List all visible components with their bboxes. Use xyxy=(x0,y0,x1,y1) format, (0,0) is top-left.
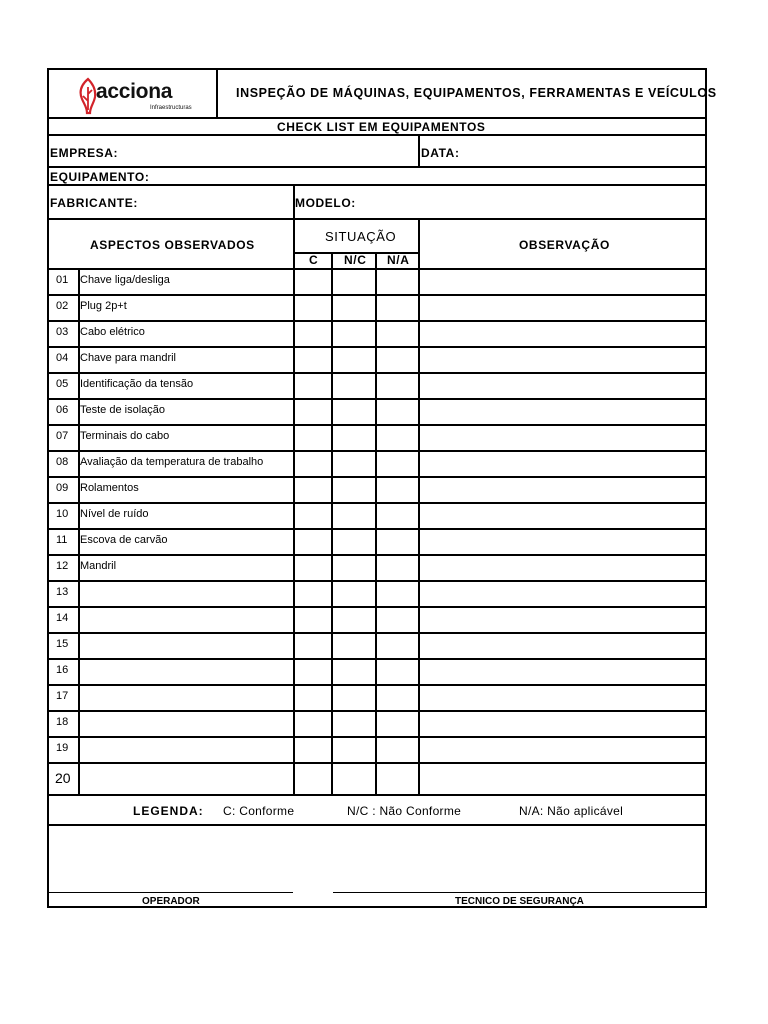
row-line xyxy=(49,710,705,712)
logo-divider xyxy=(216,70,218,117)
column-na-header: N/A xyxy=(387,253,410,267)
logo-subtitle: Infraestructuras xyxy=(150,105,192,111)
aspectos-header: ASPECTOS OBSERVADOS xyxy=(90,238,255,252)
row-line xyxy=(49,372,705,374)
row-number: 08 xyxy=(56,456,69,468)
row-aspect-text: Avaliação da temperatura de trabalho xyxy=(80,456,264,468)
row-number: 19 xyxy=(56,742,69,754)
row-line xyxy=(49,320,705,322)
row-number: 05 xyxy=(56,378,69,390)
row-aspect-text: Nível de ruído xyxy=(80,508,149,520)
grid-line xyxy=(49,166,705,168)
row-line xyxy=(49,346,705,348)
row-line xyxy=(49,684,705,686)
row-aspect-text: Escova de carvão xyxy=(80,534,168,546)
row-number: 12 xyxy=(56,560,69,572)
row-aspect-text: Rolamentos xyxy=(80,482,139,494)
row-number: 11 xyxy=(56,534,68,546)
row-aspect-text: Identificação da tensão xyxy=(80,378,194,390)
column-nc-header: N/C xyxy=(344,253,367,267)
operador-signature-line xyxy=(49,892,293,893)
grid-line xyxy=(49,134,705,136)
inspection-form xyxy=(47,68,717,908)
row-line xyxy=(49,658,705,660)
row-aspect-text: Cabo elétrico xyxy=(80,326,145,338)
row-number: 10 xyxy=(56,508,69,520)
row-line xyxy=(49,736,705,738)
row-number: 13 xyxy=(56,586,69,598)
row-aspect-text: Teste de isolação xyxy=(80,404,165,416)
row-number: 16 xyxy=(56,664,69,676)
row-aspect-text: Chave para mandril xyxy=(80,352,176,364)
row-number: 07 xyxy=(56,430,69,442)
row-line xyxy=(49,794,705,796)
logo-wordmark: acciona xyxy=(96,80,173,103)
row-line xyxy=(49,476,705,478)
row-aspect-text: Mandril xyxy=(80,560,117,572)
row-number: 17 xyxy=(56,690,69,702)
row-number: 09 xyxy=(56,482,69,494)
form-title: INSPEÇÃO DE MÁQUINAS, EQUIPAMENTOS, FERRAMENTAS E VEÍCULOS xyxy=(236,86,717,100)
row-number: 15 xyxy=(56,638,69,650)
row-line xyxy=(49,554,705,556)
row-line xyxy=(49,502,705,504)
grid-line xyxy=(49,184,705,186)
grid-line xyxy=(293,252,419,254)
row-line xyxy=(49,450,705,452)
row-line xyxy=(49,398,705,400)
modelo-divider xyxy=(293,184,295,218)
column-c-header: C xyxy=(309,253,319,267)
row-line xyxy=(49,528,705,530)
row-number: 03 xyxy=(56,326,69,338)
legend-na: N/A: Não aplicável xyxy=(519,804,624,818)
tecnico-signature-line xyxy=(333,892,707,893)
row-number: 06 xyxy=(56,404,69,416)
grid-line xyxy=(49,268,705,270)
tecnico-label: TECNICO DE SEGURANÇA xyxy=(455,896,584,907)
grid-line xyxy=(49,117,705,119)
data-field: DATA: xyxy=(421,146,460,160)
col-nc-left xyxy=(331,252,333,796)
form-subtitle: CHECK LIST EM EQUIPAMENTOS xyxy=(277,120,486,134)
situacao-header: SITUAÇÃO xyxy=(325,229,397,244)
row-number: 18 xyxy=(56,716,69,728)
col-na-left xyxy=(375,252,377,796)
fabricante-field: FABRICANTE: xyxy=(50,196,138,210)
row-line xyxy=(49,632,705,634)
legend-label: LEGENDA: xyxy=(133,804,204,818)
observacao-header: OBSERVAÇÃO xyxy=(519,238,610,252)
row-number: 14 xyxy=(56,612,69,624)
row-line xyxy=(49,580,705,582)
equipamento-field: EQUIPAMENTO: xyxy=(50,170,150,184)
row-number: 02 xyxy=(56,300,69,312)
legend-c: C: Conforme xyxy=(223,804,295,818)
grid-line xyxy=(49,218,705,220)
data-divider xyxy=(418,134,420,166)
row-line xyxy=(49,762,705,764)
empresa-field: EMPRESA: xyxy=(50,146,119,160)
row-line xyxy=(49,424,705,426)
row-number: 04 xyxy=(56,352,69,364)
legend-nc: N/C : Não Conforme xyxy=(347,804,462,818)
modelo-field: MODELO: xyxy=(295,196,356,210)
row-line xyxy=(49,606,705,608)
row-aspect-text: Plug 2p+t xyxy=(80,300,127,312)
row-aspect-text: Terminais do cabo xyxy=(80,430,170,442)
row-number: 01 xyxy=(56,274,69,286)
operador-label: OPERADOR xyxy=(142,896,200,907)
legend-bottom-line xyxy=(49,824,705,826)
row-line xyxy=(49,294,705,296)
row-aspect-text: Chave liga/desliga xyxy=(80,274,170,286)
acciona-logo xyxy=(77,75,217,117)
row-number: 20 xyxy=(55,770,71,786)
